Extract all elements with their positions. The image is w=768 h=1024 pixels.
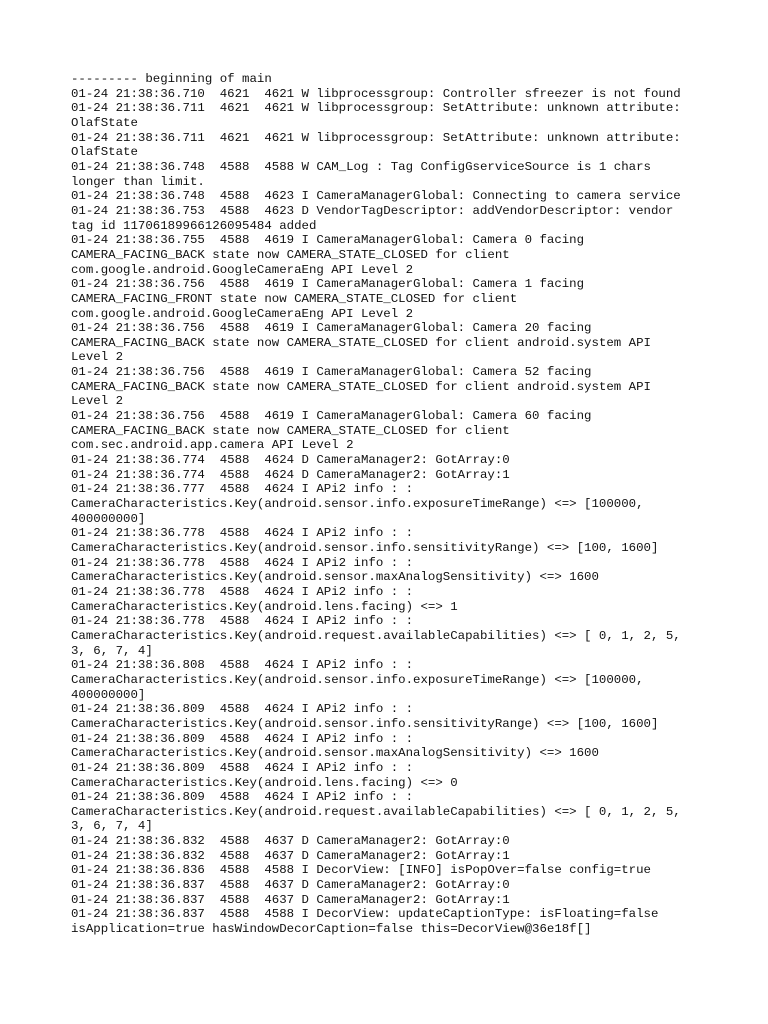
log-line: CAMERA_FACING_BACK state now CAMERA_STATE_CLOSED for client bbox=[71, 247, 510, 262]
log-line: CameraCharacteristics.Key(android.sensor.info.sensitivityRange) <=> [100, 1600] bbox=[71, 716, 659, 731]
log-line: 01-24 21:38:36.753 4588 4623 D VendorTagDescriptor: addVendorDescriptor: vendor bbox=[71, 203, 674, 218]
log-line: 01-24 21:38:36.756 4588 4619 I CameraManagerGlobal: Camera 1 facing bbox=[71, 277, 585, 292]
log-line: 01-24 21:38:36.809 4588 4624 I APi2 info : : bbox=[71, 790, 414, 805]
log-line: 400000000] bbox=[71, 687, 146, 702]
log-line: 01-24 21:38:36.748 4588 4588 W CAM_Log : Tag ConfigGserviceSource is 1 chars bbox=[71, 159, 651, 174]
log-line: 01-24 21:38:36.778 4588 4624 I APi2 info : : bbox=[71, 526, 414, 541]
log-line: 01-24 21:38:36.756 4588 4619 I CameraManagerGlobal: Camera 52 facing bbox=[71, 365, 592, 380]
log-line: 01-24 21:38:36.756 4588 4619 I CameraManagerGlobal: Camera 60 facing bbox=[71, 409, 592, 424]
log-line: CAMERA_FACING_BACK state now CAMERA_STATE_CLOSED for client android.system API bbox=[71, 335, 651, 350]
log-line: 01-24 21:38:36.711 4621 4621 W libprocessgroup: SetAttribute: unknown attribute: bbox=[71, 101, 681, 116]
log-line: 3, 6, 7, 4] bbox=[71, 643, 153, 658]
log-line: 01-24 21:38:36.832 4588 4637 D CameraManager2: GotArray:1 bbox=[71, 848, 510, 863]
log-line: 01-24 21:38:36.778 4588 4624 I APi2 info : : bbox=[71, 584, 414, 599]
log-line: 01-24 21:38:36.774 4588 4624 D CameraManager2: GotArray:0 bbox=[71, 453, 510, 468]
log-line: 01-24 21:38:36.832 4588 4637 D CameraManager2: GotArray:0 bbox=[71, 834, 510, 849]
log-line: com.sec.android.app.camera API Level 2 bbox=[71, 438, 354, 453]
log-line: 400000000] bbox=[71, 511, 146, 526]
log-line: 3, 6, 7, 4] bbox=[71, 819, 153, 834]
log-line: CameraCharacteristics.Key(android.lens.facing) <=> 0 bbox=[71, 775, 458, 790]
log-line: Level 2 bbox=[71, 394, 124, 409]
log-line: 01-24 21:38:36.808 4588 4624 I APi2 info : : bbox=[71, 658, 414, 673]
log-line: CameraCharacteristics.Key(android.sensor.maxAnalogSensitivity) <=> 1600 bbox=[71, 746, 599, 761]
log-line: 01-24 21:38:36.809 4588 4624 I APi2 info : : bbox=[71, 760, 414, 775]
log-line: OlafState bbox=[71, 115, 138, 130]
log-line: 01-24 21:38:36.837 4588 4637 D CameraManager2: GotArray:0 bbox=[71, 878, 510, 893]
log-line: 01-24 21:38:36.836 4588 4588 I DecorView: [INFO] isPopOver=false config=true bbox=[71, 863, 651, 878]
log-line: 01-24 21:38:36.778 4588 4624 I APi2 info : : bbox=[71, 555, 414, 570]
log-line: 01-24 21:38:36.837 4588 4588 I DecorView: updateCaptionType: isFloating=false bbox=[71, 907, 659, 922]
log-line: com.google.android.GoogleCameraEng API Level 2 bbox=[71, 262, 414, 277]
log-line: 01-24 21:38:36.710 4621 4621 W libprocessgroup: Controller sfreezer is not found bbox=[71, 86, 681, 101]
log-line: 01-24 21:38:36.778 4588 4624 I APi2 info : : bbox=[71, 614, 414, 629]
log-line: CAMERA_FACING_FRONT state now CAMERA_STATE_CLOSED for client bbox=[71, 291, 518, 306]
log-line: Level 2 bbox=[71, 350, 124, 365]
log-line: CameraCharacteristics.Key(android.sensor.info.exposureTimeRange) <=> [100000, bbox=[71, 672, 644, 687]
log-line: CameraCharacteristics.Key(android.sensor.info.exposureTimeRange) <=> [100000, bbox=[71, 497, 644, 512]
log-line: 01-24 21:38:36.756 4588 4619 I CameraManagerGlobal: Camera 20 facing bbox=[71, 321, 592, 336]
log-line: 01-24 21:38:36.711 4621 4621 W libprocessgroup: SetAttribute: unknown attribute: bbox=[71, 130, 681, 145]
log-line: CameraCharacteristics.Key(android.sensor.info.sensitivityRange) <=> [100, 1600] bbox=[71, 541, 659, 555]
log-line: CAMERA_FACING_BACK state now CAMERA_STATE_CLOSED for client android.system API bbox=[71, 379, 651, 394]
log-line: CameraCharacteristics.Key(android.sensor.maxAnalogSensitivity) <=> 1600 bbox=[71, 570, 599, 585]
log-line: CameraCharacteristics.Key(android.lens.facing) <=> 1 bbox=[71, 599, 458, 614]
log-text bbox=[71, 72, 711, 937]
log-line: 01-24 21:38:36.774 4588 4624 D CameraManager2: GotArray:1 bbox=[71, 467, 510, 482]
log-line: com.google.android.GoogleCameraEng API Level 2 bbox=[71, 306, 414, 321]
log-line: CAMERA_FACING_BACK state now CAMERA_STATE_CLOSED for client bbox=[71, 423, 510, 438]
log-line: CameraCharacteristics.Key(android.request.availableCapabilities) <=> [ 0, 1, 2, 5, bbox=[71, 628, 681, 643]
log-line: 01-24 21:38:36.755 4588 4619 I CameraManagerGlobal: Camera 0 facing bbox=[71, 233, 585, 248]
log-line: 01-24 21:38:36.748 4588 4623 I CameraManagerGlobal: Connecting to camera service bbox=[71, 189, 681, 204]
log-line: 01-24 21:38:36.837 4588 4637 D CameraManager2: GotArray:1 bbox=[71, 892, 510, 907]
log-line: isApplication=true hasWindowDecorCaption=false this=DecorView@36e18f[] bbox=[71, 922, 592, 937]
log-line: OlafState bbox=[71, 145, 138, 160]
log-line: --------- beginning of main bbox=[71, 72, 272, 86]
log-line: 01-24 21:38:36.809 4588 4624 I APi2 info : : bbox=[71, 731, 414, 746]
log-line: CameraCharacteristics.Key(android.request.availableCapabilities) <=> [ 0, 1, 2, 5, bbox=[71, 804, 681, 819]
log-line: 01-24 21:38:36.809 4588 4624 I APi2 info : : bbox=[71, 702, 414, 717]
log-line: tag id 11706189966126095484 added bbox=[71, 218, 317, 233]
log-line: longer than limit. bbox=[71, 174, 205, 189]
log-line: 01-24 21:38:36.777 4588 4624 I APi2 info : : bbox=[71, 482, 414, 497]
